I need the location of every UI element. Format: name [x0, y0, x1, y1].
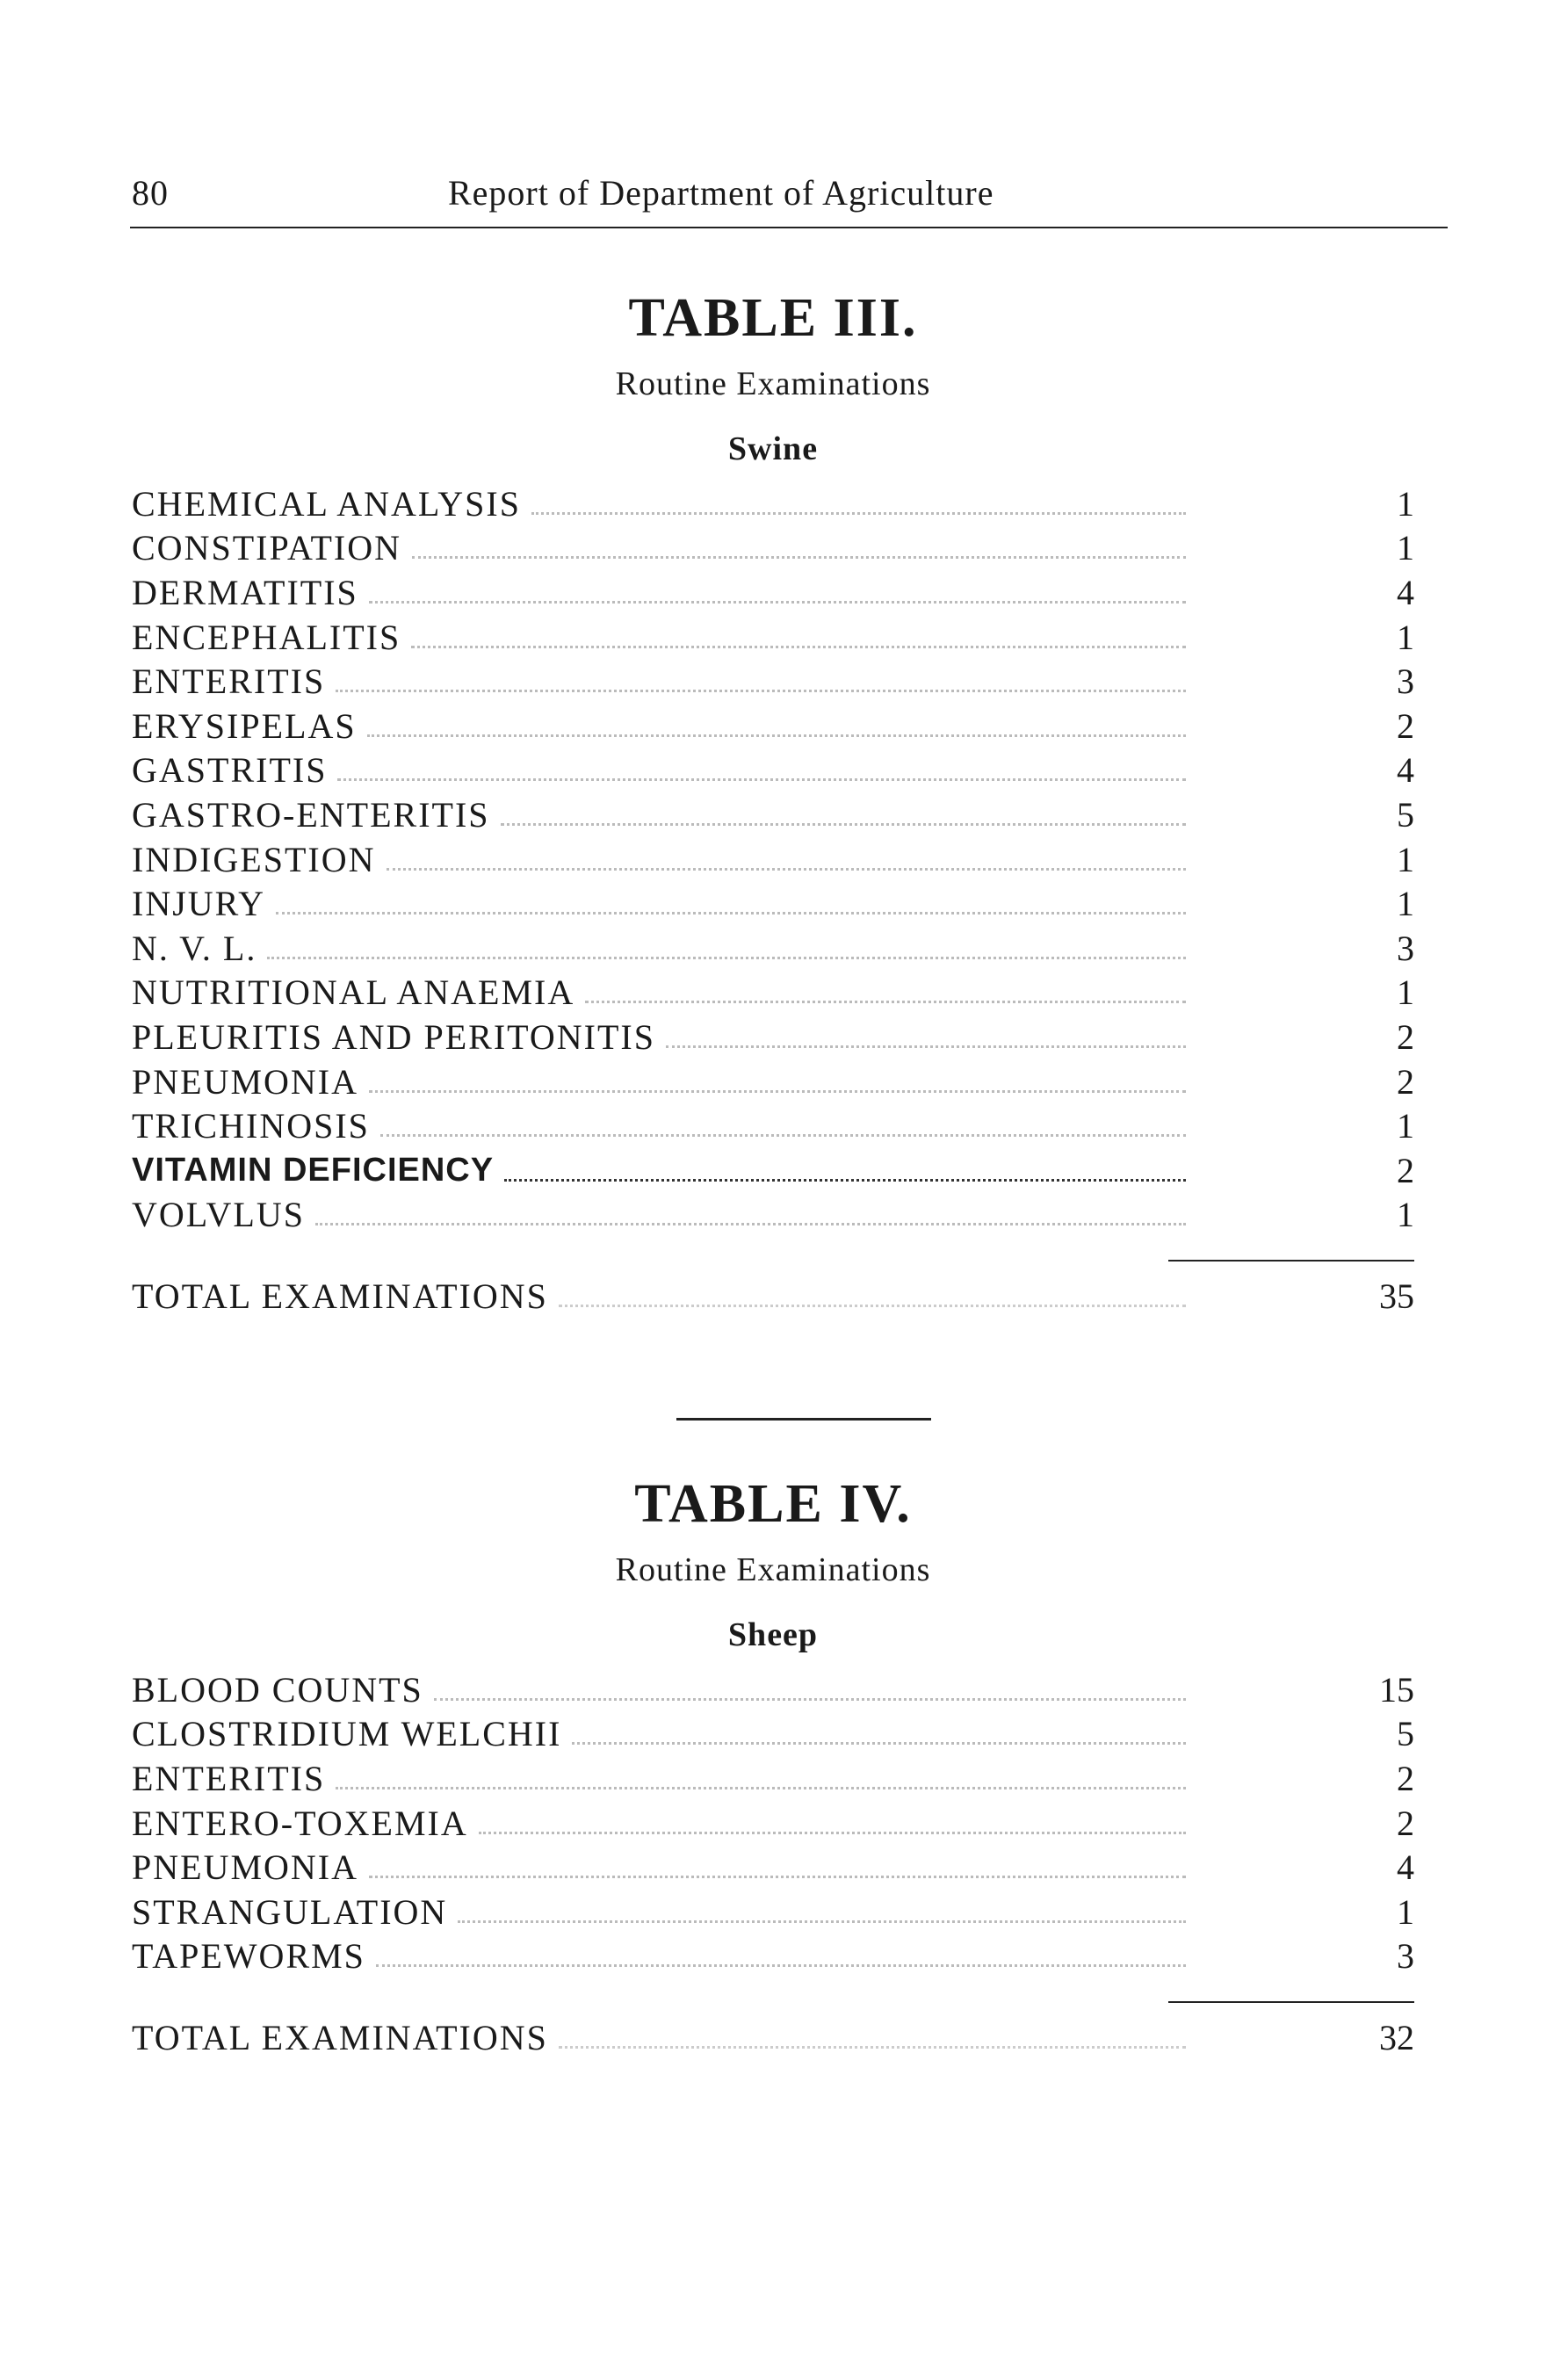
row-label: ENTERITIS [132, 1758, 336, 1799]
table-species: Sheep [727, 1616, 819, 1653]
row-label: STRANGULATION [132, 1891, 458, 1933]
row-label: PNEUMONIA [132, 1061, 369, 1102]
dot-leader [369, 601, 1186, 604]
row-label: VOLVLUS [132, 1194, 315, 1235]
total-label: TOTAL EXAMINATIONS [132, 2017, 559, 2058]
row-label: ENTERO-TOXEMIA [132, 1803, 479, 1844]
dot-leader [531, 512, 1186, 515]
row-value: 1 [1397, 483, 1414, 524]
row-value: 3 [1397, 928, 1414, 968]
table-row [132, 704, 1414, 748]
table-row [132, 481, 1414, 526]
table-row [132, 971, 1414, 1016]
table-rows [132, 1667, 1414, 1978]
total-row [132, 2013, 1414, 2061]
row-label: N. V. L. [132, 928, 267, 969]
dot-leader [559, 2046, 1186, 2049]
row-value: 4 [1397, 750, 1414, 791]
row-label: CHEMICAL ANALYSIS [132, 483, 531, 524]
table-row [132, 1103, 1414, 1148]
row-label: CLOSTRIDIUM WELCHII [132, 1713, 572, 1754]
dot-leader [369, 1090, 1186, 1093]
table-row [132, 926, 1414, 971]
dot-leader [572, 1742, 1186, 1745]
dot-leader [585, 1001, 1186, 1003]
table-title: TABLE IV. [634, 1474, 912, 1534]
total-row [132, 1272, 1414, 1319]
row-label: GASTRO-ENTERITIS [132, 794, 501, 835]
row-value: 3 [1397, 1936, 1414, 1977]
row-value: 5 [1397, 794, 1414, 835]
row-label: INDIGESTION [132, 839, 387, 880]
dot-leader [367, 734, 1186, 737]
row-value: 2 [1397, 1150, 1414, 1190]
dot-leader [380, 1134, 1186, 1137]
row-label: PLEURITIS AND PERITONITIS [132, 1016, 666, 1058]
dot-leader [501, 823, 1186, 826]
row-label: ENTERITIS [132, 661, 336, 702]
table-row [132, 1801, 1414, 1846]
row-label: NUTRITIONAL ANAEMIA [132, 972, 585, 1013]
table-row [132, 615, 1414, 660]
row-value: 15 [1379, 1669, 1414, 1710]
row-value: 3 [1397, 661, 1414, 702]
table-row [132, 1059, 1414, 1104]
table-rows [132, 481, 1414, 1237]
row-label: INJURY [132, 883, 276, 924]
table-subtitle: Routine Examinations [615, 365, 931, 402]
row-value: 1 [1397, 617, 1414, 657]
table-iii [132, 283, 1414, 1319]
sum-rule [1168, 1260, 1414, 1262]
table-row [132, 1845, 1414, 1890]
dot-leader [267, 957, 1186, 959]
dot-leader [369, 1876, 1186, 1878]
table-row [132, 748, 1414, 793]
row-value: 1 [1397, 1891, 1414, 1932]
row-label: VITAMIN DEFICIENCY [132, 1152, 504, 1189]
table-row [132, 1148, 1414, 1193]
row-value: 1 [1397, 1195, 1414, 1235]
running-head [132, 172, 1449, 225]
row-value: 2 [1397, 1061, 1414, 1102]
dot-leader [666, 1045, 1186, 1048]
table-row [132, 1934, 1414, 1979]
row-value: 2 [1397, 705, 1414, 746]
row-value: 5 [1397, 1714, 1414, 1754]
total-value: 32 [1379, 2017, 1414, 2057]
table-row [132, 837, 1414, 882]
dot-leader [387, 868, 1186, 871]
row-label: BLOOD COUNTS [132, 1669, 434, 1710]
table-row [132, 526, 1414, 571]
dot-leader [336, 690, 1186, 692]
table-species: Swine [727, 430, 819, 467]
header-rule [130, 227, 1448, 228]
table-title: TABLE III. [628, 288, 918, 348]
dot-leader [411, 646, 1186, 648]
total-label: TOTAL EXAMINATIONS [132, 1276, 559, 1317]
row-label: GASTRITIS [132, 749, 337, 791]
table-row [132, 1667, 1414, 1712]
table-row [132, 1756, 1414, 1801]
dot-leader [376, 1964, 1186, 1967]
row-value: 2 [1397, 1758, 1414, 1798]
dot-leader [315, 1223, 1186, 1225]
total-value: 35 [1379, 1276, 1414, 1316]
page-number: 80 [132, 173, 169, 213]
table-iv [132, 1469, 1414, 2061]
table-row [132, 1890, 1414, 1934]
table-row [132, 1712, 1414, 1757]
dot-leader [479, 1832, 1186, 1834]
section-separator [676, 1418, 931, 1421]
row-value: 1 [1397, 839, 1414, 879]
table-row [132, 1193, 1414, 1238]
row-value: 1 [1397, 1106, 1414, 1146]
sum-rule [1168, 2001, 1414, 2003]
table-subtitle: Routine Examinations [615, 1551, 931, 1588]
row-label: PNEUMONIA [132, 1847, 369, 1888]
row-value: 1 [1397, 528, 1414, 568]
row-label: CONSTIPATION [132, 527, 412, 568]
row-value: 1 [1397, 884, 1414, 924]
table-row [132, 570, 1414, 615]
table-row [132, 1015, 1414, 1059]
dot-leader [504, 1179, 1186, 1182]
row-value: 1 [1397, 972, 1414, 1013]
dot-leader [458, 1920, 1186, 1923]
row-value: 2 [1397, 1803, 1414, 1843]
table-row [132, 881, 1414, 926]
row-label: DERMATITIS [132, 572, 369, 613]
dot-leader [276, 912, 1186, 915]
dot-leader [336, 1787, 1186, 1789]
dot-leader [559, 1305, 1186, 1307]
dot-leader [412, 556, 1186, 559]
running-title: Report of Department of Agriculture [448, 173, 994, 213]
row-label: TAPEWORMS [132, 1935, 376, 1977]
table-row [132, 659, 1414, 704]
row-label: ERYSIPELAS [132, 705, 367, 747]
row-value: 4 [1397, 1847, 1414, 1888]
row-label: ENCEPHALITIS [132, 617, 411, 658]
table-row [132, 792, 1414, 837]
dot-leader [337, 778, 1186, 781]
row-label: TRICHINOSIS [132, 1105, 380, 1146]
row-value: 2 [1397, 1016, 1414, 1057]
dot-leader [434, 1698, 1186, 1701]
row-value: 4 [1397, 572, 1414, 612]
